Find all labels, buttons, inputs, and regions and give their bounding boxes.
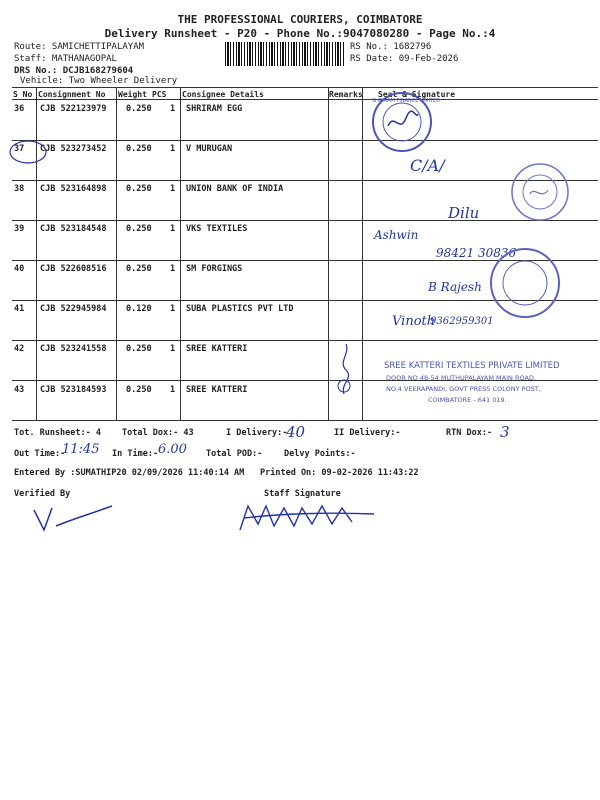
total-pod: Total POD:- — [206, 449, 263, 459]
cell-consignee: SREE KATTERI — [186, 344, 248, 354]
cell-sno: 38 — [14, 184, 25, 194]
cell-consignment: CJB 522608516 — [40, 264, 107, 274]
cell-weight: 0.250 — [126, 104, 152, 114]
cell-pcs: 1 — [170, 344, 176, 354]
cell-consignment: CJB 523273452 — [40, 144, 107, 154]
column-divider — [180, 87, 181, 420]
cell-consignment: CJB 522123979 — [40, 104, 107, 114]
cell-consignee: VKS TEXTILES — [186, 224, 248, 234]
cell-sno: 37 — [14, 144, 25, 154]
cell-sno: 42 — [14, 344, 25, 354]
cell-consignee: SUBA PLASTICS PVT LTD — [186, 304, 294, 314]
hand-row41-phone: 9362959301 — [430, 316, 494, 327]
cell-pcs: 1 — [170, 184, 176, 194]
hand-remark-scribble — [332, 340, 358, 402]
cell-pcs: 1 — [170, 144, 176, 154]
rs-date: RS Date: 09-Feb-2026 — [350, 54, 459, 64]
cell-weight: 0.250 — [126, 224, 152, 234]
column-divider — [328, 87, 329, 420]
cell-pcs: 1 — [170, 385, 176, 395]
out-time-value: 11:45 — [62, 442, 100, 457]
round-seal — [508, 160, 572, 224]
hand-circle-mark — [8, 138, 50, 166]
hand-row39-signature: Dilu — [448, 204, 480, 222]
ii-delivery-label: II Delivery:- — [334, 428, 401, 438]
shriram-seal-text: SHRIRAM FINANCE LIMITED — [372, 98, 441, 104]
cell-consignee: UNION BANK OF INDIA — [186, 184, 284, 194]
hand-row39-phone: 98421 30836 — [436, 246, 517, 260]
company-title: THE PROFESSIONAL COURIERS, COIMBATORE — [177, 13, 423, 26]
cell-weight: 0.120 — [126, 304, 152, 314]
cell-sno: 36 — [14, 104, 25, 114]
row-border — [12, 140, 598, 141]
table-header-border — [12, 99, 598, 100]
out-time-label: Out Time:- — [14, 449, 66, 459]
cell-weight: 0.250 — [126, 184, 152, 194]
cell-pcs: 1 — [170, 264, 176, 274]
i-delivery-label: I Delivery:- — [226, 428, 288, 438]
sree-katteri-stamp-line: SREE KATTERI TEXTILES PRIVATE LIMITED — [384, 361, 560, 371]
cell-weight: 0.250 — [126, 385, 152, 395]
hand-row37: C/A/ — [410, 156, 445, 175]
hand-row40: B Rajesh — [428, 280, 482, 294]
cell-pcs: 1 — [170, 304, 176, 314]
cell-pcs: 1 — [170, 104, 176, 114]
forgings-seal — [488, 246, 562, 320]
cell-weight: 0.250 — [126, 344, 152, 354]
sree-katteri-stamp-line: NO.4 VEERAPANDI, GOVT PRESS COLONY POST, — [386, 385, 541, 393]
cell-consignee: SM FORGINGS — [186, 264, 243, 274]
staff-signature-label: Staff Signature — [264, 489, 341, 499]
sree-katteri-stamp-line: DOOR NO 48-54 MUTHUPALAYAM MAIN ROAD, — [386, 374, 536, 382]
cell-consignment: CJB 523184593 — [40, 385, 107, 395]
runsheet-subtitle: Delivery Runsheet - P20 - Phone No.:9047080280 - Page No.:4 — [104, 27, 496, 40]
hand-row39-name: Ashwin — [374, 228, 419, 242]
header-remarks: Remarks — [329, 90, 363, 99]
cell-sno: 39 — [14, 224, 25, 234]
tot-runsheet: Tot. Runsheet:- 4 — [14, 428, 101, 438]
cell-consignee: SREE KATTERI — [186, 385, 248, 395]
in-time-value: 6.00 — [158, 442, 187, 457]
cell-consignment: CJB 523184548 — [40, 224, 107, 234]
verified-by-label: Verified By — [14, 489, 71, 499]
header-pcs: PCS — [152, 90, 167, 99]
hand-row41-signature: Vinoth — [392, 314, 436, 329]
cell-sno: 41 — [14, 304, 25, 314]
header-sno: S No — [13, 90, 33, 99]
entered-by: Entered By :SUMATHIP20 02/09/2026 11:40:14 AM — [14, 468, 245, 478]
cell-weight: 0.250 — [126, 144, 152, 154]
printed-on: Printed On: 09-02-2026 11:43:22 — [260, 468, 419, 478]
vehicle: Vehicle: Two Wheeler Delivery — [20, 76, 178, 86]
drs-number: DRS No.: DCJB168279604 — [14, 66, 134, 76]
header-consignment: Consignment No — [38, 90, 106, 99]
header-consignee: Consignee Details — [182, 90, 264, 99]
table-top-border — [12, 87, 598, 88]
staff-signature — [236, 500, 378, 536]
cell-consignee: SHRIRAM EGG — [186, 104, 243, 114]
cell-consignment: CJB 523164898 — [40, 184, 107, 194]
rs-number: RS No.: 1682796 — [350, 42, 432, 52]
cell-pcs: 1 — [170, 224, 176, 234]
sree-katteri-stamp-line: COIMBATORE - 641 019. — [428, 396, 507, 404]
cell-sno: 40 — [14, 264, 25, 274]
delvy-points: Delvy Points:- — [284, 449, 356, 459]
staff: Staff: MATHANAGOPAL — [14, 54, 117, 64]
row-border — [12, 340, 598, 341]
header-signature: Seal & Signature — [378, 90, 456, 99]
i-delivery-value: 40 — [286, 423, 306, 441]
verifier-signature — [30, 500, 120, 538]
total-dox: Total Dox:- 43 — [122, 428, 194, 438]
cell-weight: 0.250 — [126, 264, 152, 274]
column-divider — [116, 87, 117, 420]
rtn-dox-label: RTN Dox:- — [446, 428, 493, 438]
cell-consignee: V MURUGAN — [186, 144, 233, 154]
header-weight: Weight — [118, 90, 147, 99]
row-border — [12, 420, 598, 421]
barcode — [225, 42, 345, 66]
column-divider — [362, 87, 363, 420]
rtn-dox-value: 3 — [500, 423, 510, 441]
column-divider — [36, 87, 37, 420]
cell-consignment: CJB 522945984 — [40, 304, 107, 314]
route: Route: SAMICHETTIPALAYAM — [14, 42, 145, 52]
cell-consignment: CJB 523241558 — [40, 344, 107, 354]
cell-sno: 43 — [14, 385, 25, 395]
in-time-label: In Time:- — [112, 449, 159, 459]
